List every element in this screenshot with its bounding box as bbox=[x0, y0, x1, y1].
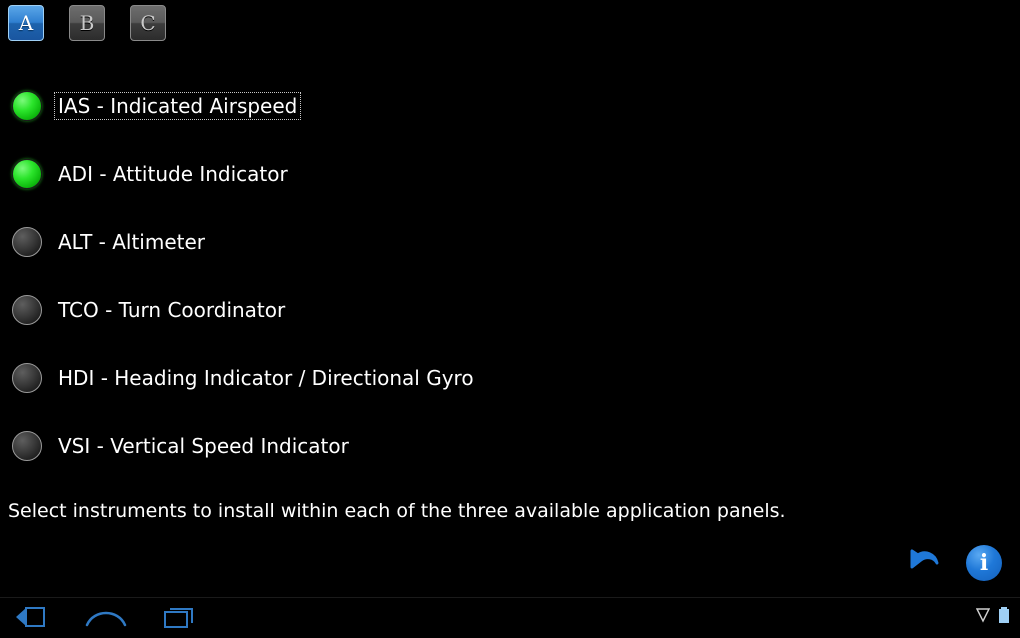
undo-arrow-icon[interactable] bbox=[904, 545, 944, 581]
status-led-icon[interactable] bbox=[12, 431, 42, 461]
status-icons bbox=[976, 606, 1010, 624]
status-led-icon[interactable] bbox=[12, 363, 42, 393]
hint-text: Select instruments to install within each of the three available application panels. bbox=[8, 500, 786, 522]
instrument-list bbox=[0, 72, 1020, 480]
list-item[interactable] bbox=[0, 140, 1020, 208]
recent-apps-icon[interactable] bbox=[158, 602, 202, 632]
status-led-icon[interactable] bbox=[12, 91, 42, 121]
wifi-signal-icon bbox=[976, 606, 990, 624]
panel-tab-bar bbox=[8, 5, 166, 41]
battery-icon bbox=[998, 606, 1010, 624]
status-led-icon[interactable] bbox=[12, 159, 42, 189]
info-icon-label: i bbox=[979, 550, 989, 576]
panel-tab-a[interactable]: A bbox=[8, 5, 44, 41]
instrument-label: ALT - Altimeter bbox=[58, 230, 206, 254]
list-item[interactable] bbox=[0, 276, 1020, 344]
status-led-icon[interactable] bbox=[12, 227, 42, 257]
panel-tab-b[interactable]: B bbox=[69, 5, 105, 41]
action-bar bbox=[904, 545, 1002, 581]
list-item[interactable] bbox=[0, 412, 1020, 480]
list-item[interactable] bbox=[0, 72, 1020, 140]
instrument-label: ADI - Attitude Indicator bbox=[58, 162, 288, 186]
info-icon[interactable] bbox=[966, 545, 1002, 581]
back-icon[interactable] bbox=[10, 602, 54, 632]
home-icon[interactable] bbox=[84, 602, 128, 632]
instrument-label: HDI - Heading Indicator / Directional Gyro bbox=[58, 366, 474, 390]
nav-buttons bbox=[10, 602, 202, 632]
instrument-label: VSI - Vertical Speed Indicator bbox=[58, 434, 349, 458]
system-navigation-bar bbox=[0, 597, 1020, 638]
instrument-label: IAS - Indicated Airspeed bbox=[54, 92, 301, 120]
list-item[interactable] bbox=[0, 344, 1020, 412]
panel-tab-c[interactable]: C bbox=[130, 5, 166, 41]
list-item[interactable] bbox=[0, 208, 1020, 276]
status-led-icon[interactable] bbox=[12, 295, 42, 325]
instrument-label: TCO - Turn Coordinator bbox=[58, 298, 286, 322]
